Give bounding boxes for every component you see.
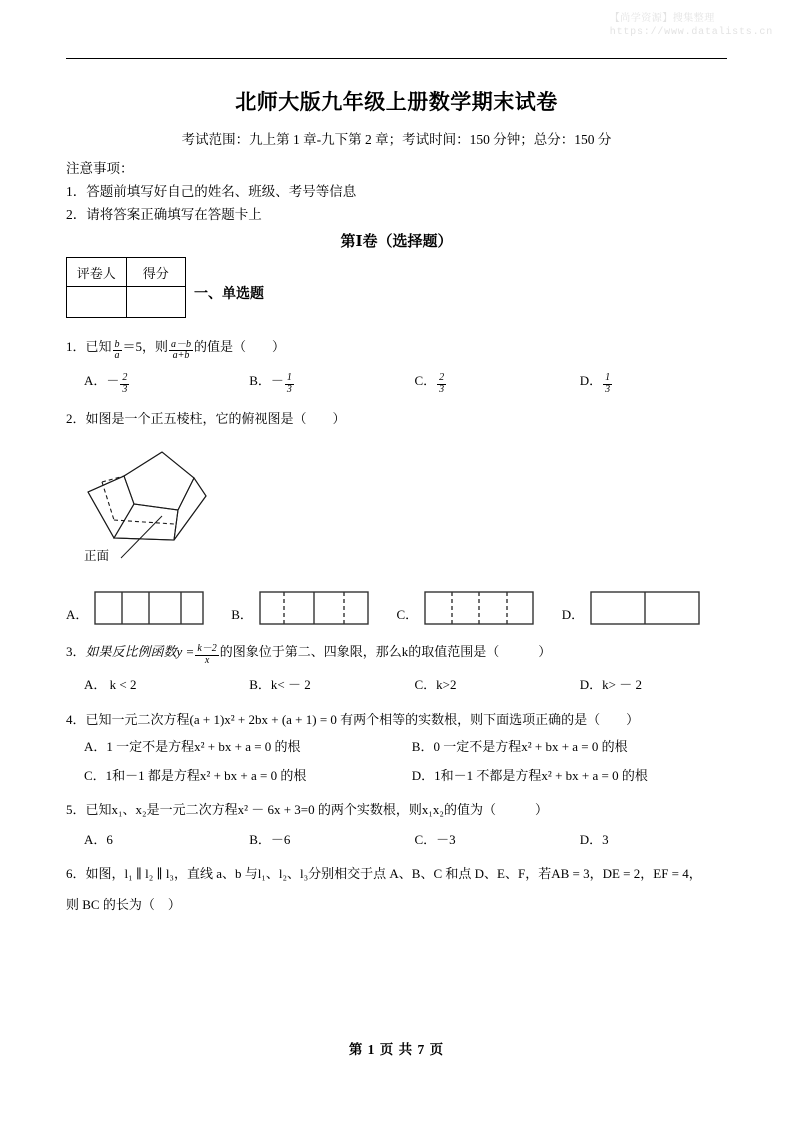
option-a[interactable]: A． k < 2 [84,677,137,693]
option-a[interactable] [66,370,231,396]
question-6-stem-line-2 [66,894,727,915]
fraction-denominator: x [195,655,218,667]
question-5 [66,799,727,850]
question-1-stem [66,336,727,362]
question-1 [66,336,727,395]
fraction-numerator: 1 [605,372,611,384]
scorer-header-grader: 评卷人 [67,258,127,287]
question-2-option-shapes [66,576,727,628]
option-b-fraction [285,373,294,395]
watermark-source-label: 【尚学资源】搜集整理 [609,13,715,24]
pentagonal-prism-figure [66,438,727,566]
question-6-stem-line-1 [66,863,727,884]
document-body [66,86,727,916]
option-c[interactable] [397,588,562,628]
question-2-stem [66,408,727,429]
table-row [67,287,186,318]
option-c[interactable]: C．1和－1 都是方程x² + bx + a = 0 的根 [84,767,307,783]
scorer-value-score[interactable] [126,287,186,318]
fraction-denominator: 3 [122,383,128,395]
fraction-numerator: k－2 [197,643,217,655]
question-4 [66,709,727,786]
option-a[interactable] [66,588,231,628]
header-divider [66,58,727,59]
question-4-stem-text: 已知一元二次方程(a + 1)x² + 2bx + (a + 1) = 0 有两个相等的实数根，则下面选项正确的是（ ） [85,711,640,727]
fraction-numerator: a－b [171,338,192,350]
notice-title: 注意事项： [66,161,134,176]
option-b-label: B． [231,607,253,623]
question-4-options-row-1 [84,736,727,757]
question-1-stem-post: 的值是（ ） [194,339,286,354]
page-number-text: 第 1 页 共 7 页 [348,1042,445,1057]
option-a[interactable]: A．6 [84,831,113,847]
question-2-number: 2． [66,411,86,427]
question-3-number: 3． [66,643,86,659]
subsection-heading-single-choice: 一、单选题 [194,287,264,302]
scorer-header-score: 得分 [126,258,186,287]
figure-front-label: 正面 [84,548,110,563]
option-c[interactable]: C．k>2 [414,677,457,693]
table-row [67,258,186,287]
exam-scope-line: 考试范围：九上第 1 章-九下第 2 章；考试时间：150 分钟；总分：150 分 [181,132,612,147]
notice-item-1: 1．答题前填写好自己的姓名、班级、考号等信息 [66,184,357,199]
question-3-stem [66,641,727,667]
question-5-number: 5． [66,802,86,818]
option-d[interactable]: D．k> － 2 [579,677,642,693]
option-c-label: C． [396,607,419,623]
fraction-k-minus-2-over-x [195,644,218,666]
question-6-number: 6． [66,865,86,881]
option-a-label: A．－ [84,372,120,388]
option-b[interactable] [231,588,396,628]
option-d-label: D． [579,372,603,388]
watermark-url: https://www.datalists.cn [609,26,773,38]
section-heading-part-1: 第Ⅰ卷（选择题） [340,234,453,250]
option-d[interactable]: D．3 [579,831,609,847]
fraction-numerator: b [114,338,120,350]
fraction-numerator: 2 [122,372,128,384]
option-b[interactable]: B．－6 [249,831,291,847]
scorer-table-row [66,257,727,323]
option-b-label: B．－ [249,372,284,388]
question-6-stem-text-2: 则 BC 的长为（ ） [66,897,181,913]
option-d-label: D． [561,607,585,623]
fraction-a-minus-b-over-a-plus-b [169,340,193,362]
option-d[interactable] [562,370,727,396]
option-a-fraction [120,373,129,395]
option-d[interactable] [562,588,727,628]
option-c[interactable] [397,370,562,396]
option-d-fraction [603,373,612,395]
question-3-options [66,674,727,695]
option-b[interactable]: B．0 一定不是方程x² + bx + a = 0 的根 [411,739,628,755]
page-footer [0,1038,793,1058]
top-view-shape-c-icon [424,588,536,628]
top-view-shape-b-icon [259,588,371,628]
question-3 [66,641,727,696]
question-5-stem [66,799,727,820]
question-2 [66,408,727,627]
question-3-stem-post: 的图象位于第二、四象限，那么k的取值范围是（ ） [219,643,552,659]
question-4-options-row-2 [84,765,727,786]
notice-item-2: 2．请将答案正确填写在答题卡上 [66,207,262,222]
question-6-stem-text-1: 如图，l₁ ∥ l₂ ∥ l₃，直线 a、b 与l₁、l₂、l₃分别相交于点 A、B、C 和点 D、E、F，若AB = 3，DE = 2，EF = 4， [85,865,702,881]
question-4-stem [66,709,727,730]
fraction-numerator: 1 [286,372,292,384]
fraction-denominator: 3 [439,383,445,395]
fraction-numerator: 2 [439,372,445,384]
question-6 [66,863,727,916]
option-b[interactable] [231,370,396,396]
fraction-denominator: 3 [286,383,292,395]
option-a[interactable]: A．1 一定不是方程x² + bx + a = 0 的根 [84,739,301,755]
question-4-options [66,736,727,786]
option-b[interactable]: B．k< － 2 [249,677,311,693]
fraction-denominator: 3 [605,383,611,395]
option-c-fraction [437,373,446,395]
fraction-denominator: a+b [169,350,193,362]
question-3-stem-pre: 如果反比例函数y = [85,643,195,659]
question-1-number: 1． [66,339,86,354]
scorer-table [66,257,186,318]
top-view-shape-d-icon [590,588,702,628]
question-1-stem-mid: ＝5，则 [122,339,169,354]
page-title: 北师大版九年级上册数学期末试卷 [235,90,558,114]
fraction-denominator: a [114,350,120,362]
option-c[interactable]: C．－3 [414,831,456,847]
question-1-stem-pre: 已知 [85,339,112,354]
question-2-stem-text: 如图是一个正五棱柱，它的俯视图是（ ） [85,411,346,427]
question-5-options [66,829,727,850]
question-4-number: 4． [66,711,86,727]
scorer-value-grader[interactable] [67,287,127,318]
watermark [610,12,773,39]
option-a-label: A． [66,607,89,623]
option-c-label: C． [414,372,437,388]
option-d[interactable]: D．1和－1 不都是方程x² + bx + a = 0 的根 [411,767,648,783]
figure-leader-line [121,516,162,558]
question-1-options [66,370,727,396]
question-5-stem-text: 已知x₁、x₂是一元二次方程x² － 6x + 3=0 的两个实数根，则x₁x₂的值为（ ） [85,802,548,818]
top-view-shape-a-icon [94,588,206,628]
fraction-b-over-a [113,340,122,362]
